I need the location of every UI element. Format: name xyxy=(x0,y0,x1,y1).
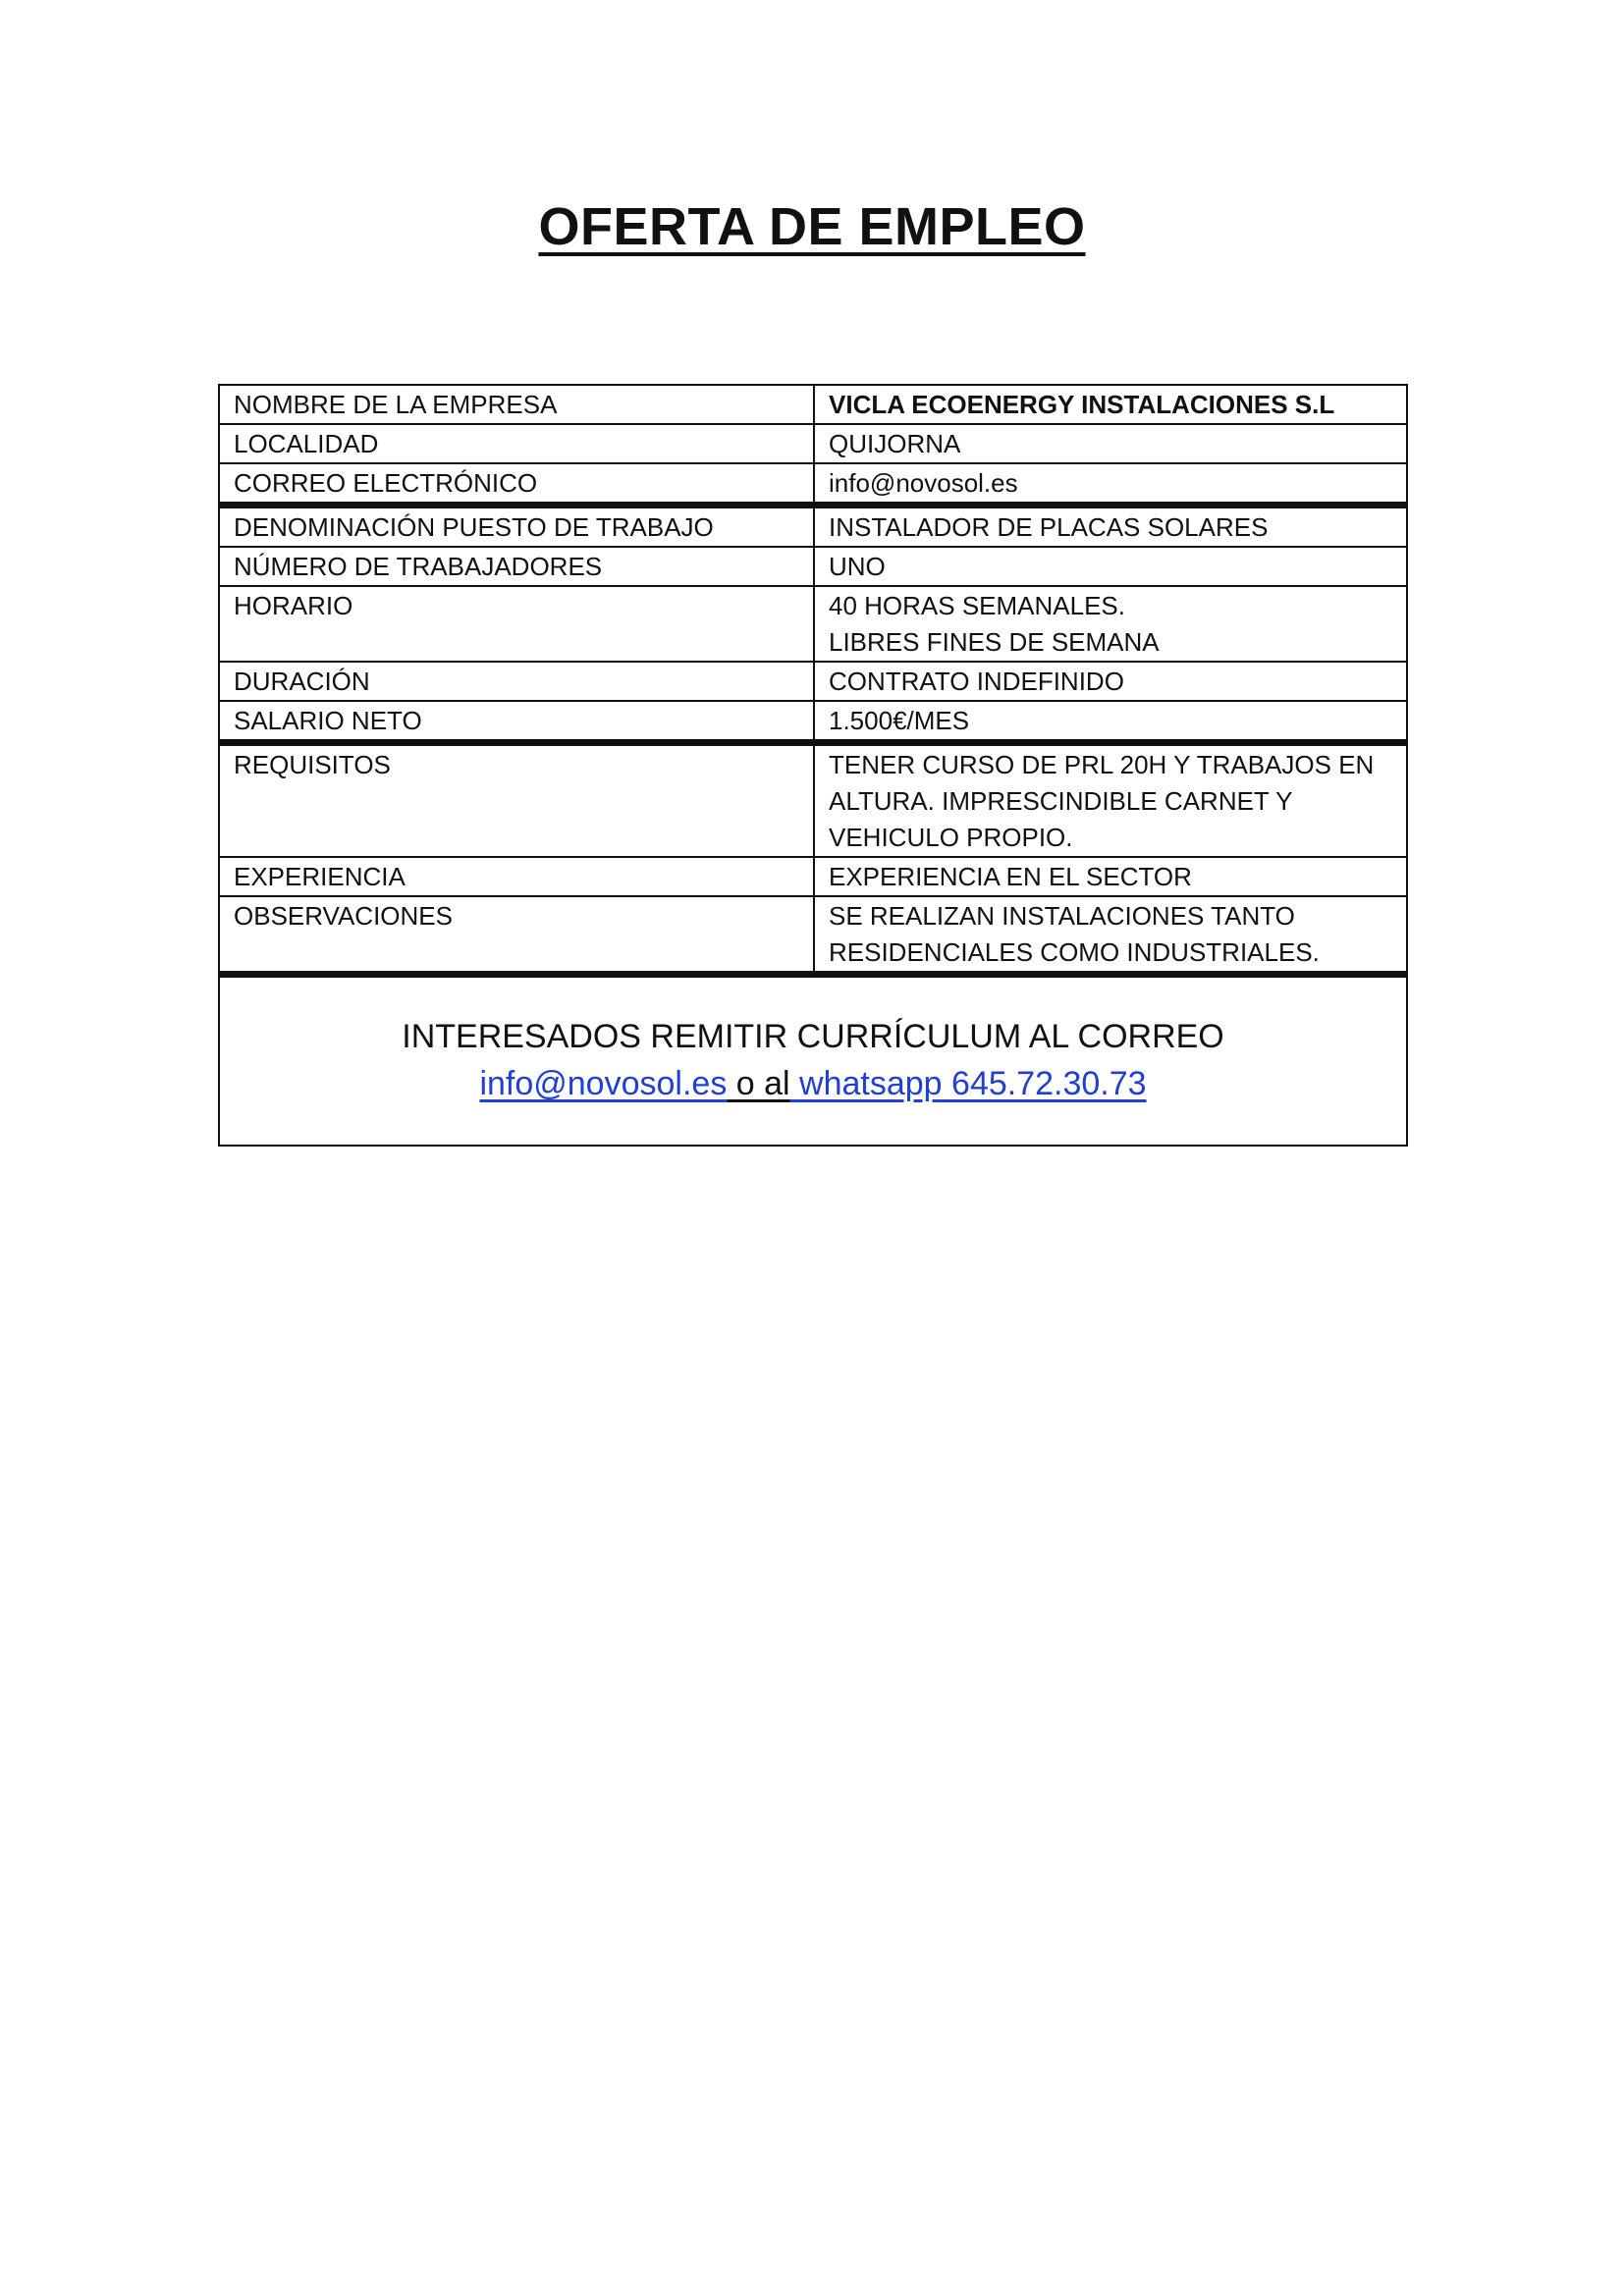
row-label: CORREO ELECTRÓNICO xyxy=(219,463,814,506)
value-line: ALTURA. IMPRESCINDIBLE CARNET Y xyxy=(829,786,1293,816)
row-label: LOCALIDAD xyxy=(219,424,814,463)
row-value: QUIJORNA xyxy=(814,424,1407,463)
email-link[interactable]: info@novosol.es xyxy=(479,1065,728,1102)
table-row xyxy=(219,743,1407,858)
value-line: LIBRES FINES DE SEMANA xyxy=(829,627,1160,657)
row-label: EXPERIENCIA xyxy=(219,857,814,896)
row-value: 1.500€/MES xyxy=(814,701,1407,743)
row-value: INSTALADOR DE PLACAS SOLARES xyxy=(814,506,1407,548)
value-line: VEHICULO PROPIO. xyxy=(829,823,1073,852)
whatsapp-link[interactable]: whatsapp 645.72.30.73 xyxy=(789,1065,1147,1102)
value-line: TENER CURSO DE PRL 20H Y TRABAJOS EN xyxy=(829,750,1375,779)
contact-instruction: INTERESADOS REMITIR CURRÍCULUM AL CORREO xyxy=(402,1018,1224,1055)
email-value: info@novosol.es xyxy=(814,463,1407,506)
row-value xyxy=(814,743,1407,858)
contact-row xyxy=(219,975,1407,1147)
contact-box xyxy=(219,975,1407,1147)
company-name-value: VICLA ECOENERGY INSTALACIONES S.L xyxy=(814,385,1407,424)
table-row xyxy=(219,506,1407,548)
row-label: OBSERVACIONES xyxy=(219,896,814,975)
row-label: HORARIO xyxy=(219,586,814,662)
contact-connector: o al xyxy=(727,1065,790,1102)
table-row xyxy=(219,385,1407,424)
row-label: NOMBRE DE LA EMPRESA xyxy=(219,385,814,424)
table-row xyxy=(219,463,1407,506)
table-row xyxy=(219,547,1407,586)
value-line: 40 HORAS SEMANALES. xyxy=(829,591,1125,620)
row-label: SALARIO NETO xyxy=(219,701,814,743)
row-value xyxy=(814,586,1407,662)
contact-links-line xyxy=(234,1060,1392,1107)
row-label: DURACIÓN xyxy=(219,662,814,701)
value-line: RESIDENCIALES COMO INDUSTRIALES. xyxy=(829,937,1320,967)
table-row xyxy=(219,662,1407,701)
row-label: DENOMINACIÓN PUESTO DE TRABAJO xyxy=(219,506,814,548)
row-value: CONTRATO INDEFINIDO xyxy=(814,662,1407,701)
table-row xyxy=(219,586,1407,662)
table-row xyxy=(219,896,1407,975)
job-offer-table xyxy=(218,384,1408,1147)
table-row xyxy=(219,857,1407,896)
row-value: EXPERIENCIA EN EL SECTOR xyxy=(814,857,1407,896)
value-line: SE REALIZAN INSTALACIONES TANTO xyxy=(829,901,1295,931)
row-value: UNO xyxy=(814,547,1407,586)
row-label: REQUISITOS xyxy=(219,743,814,858)
table-row xyxy=(219,424,1407,463)
table-row xyxy=(219,701,1407,743)
page-title: OFERTA DE EMPLEO xyxy=(538,197,1086,256)
row-value xyxy=(814,896,1407,975)
row-label: NÚMERO DE TRABAJADORES xyxy=(219,547,814,586)
